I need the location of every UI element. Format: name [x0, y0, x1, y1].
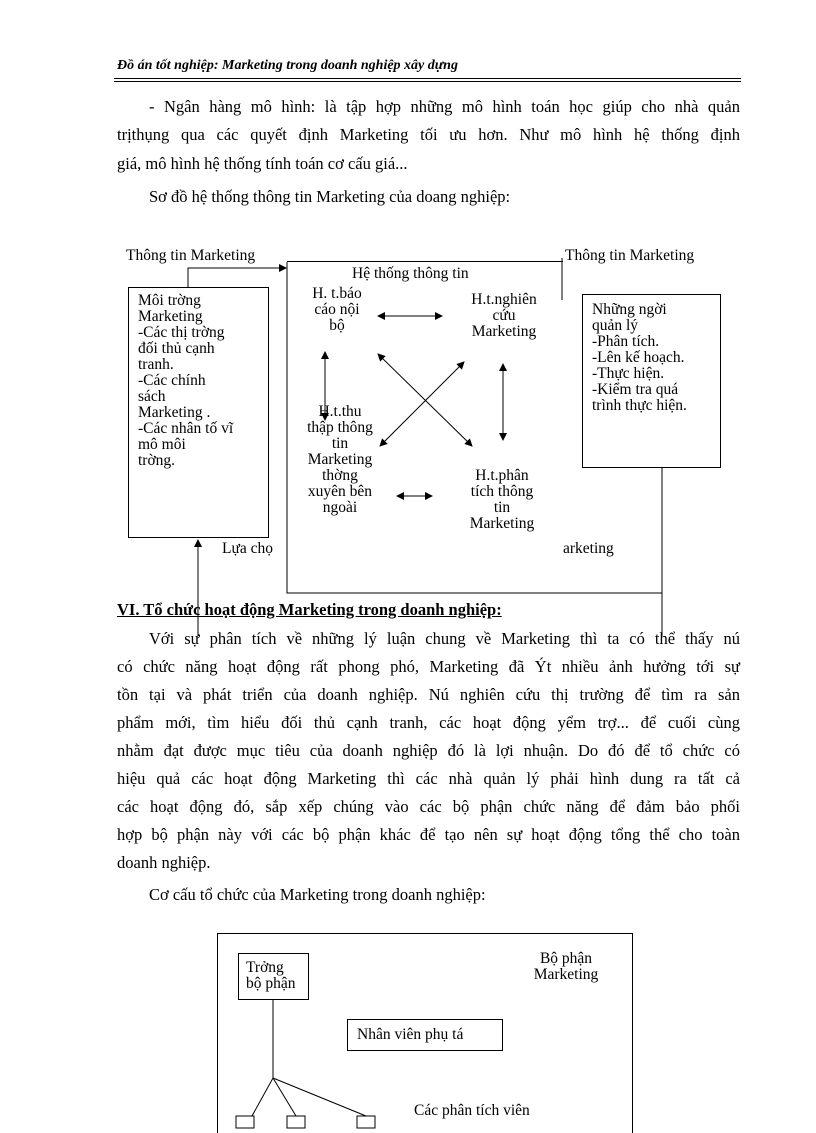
node-marketing-research: H.t.nghiên cứu Marketing [471, 291, 537, 340]
body-line-7: các hoạt động đó, sắp xếp chúng vào các bộ phận chức năng để đảm bảo phối [117, 797, 740, 816]
intro-line-1: - Ngân hàng mô hình: là tập hợp những mô hình toán học giúp cho nhà quản [149, 97, 740, 116]
body-line-4: phẩm mới, tìm hiểu đối thủ cạnh tranh, các hoạt động yểm trợ... để cuối cùng [117, 713, 740, 732]
bottom-right-label: arketing [563, 540, 614, 557]
org-caption: Cơ cấu tổ chức của Marketing trong doanh nghiệp: [149, 885, 486, 904]
analysts-label: Các phân tích viên [414, 1102, 530, 1119]
diagram1-caption: Sơ đồ hệ thống thông tin Marketing của doang nghiệp: [149, 187, 511, 206]
head-box-text: Trởng bộ phận [246, 959, 296, 992]
department-label: Bộ phận Marketing [533, 950, 599, 983]
body-line-1: Với sự phân tích về những lý luận chung về Marketing thì ta có thể thấy nú [149, 629, 740, 648]
top-right-label: Thông tin Marketing [565, 247, 695, 264]
section-heading: VI. Tổ chức hoạt động Marketing trong doanh nghiệp: [117, 600, 502, 619]
intro-line-2: trịthụng qua các quyết định Marketing tối ưu hơn. Như mô hình hệ thống định [117, 125, 740, 144]
body-line-5: nhằm đạt được mục tiêu của doanh nghiệp đó là lợi nhuận. Do đó để tổ chức có [117, 741, 740, 760]
node-marketing-intelligence: H.t.thu thập thông tin Marketing thờng xuyên bên ngoài [307, 403, 373, 516]
node-internal-reports: H. t.báo cáo nội bộ [312, 285, 362, 334]
body-line-6: hiệu quả các hoạt động Marketing thì các nhà quản lý phải hình dung ra tất cả [117, 769, 740, 788]
node-marketing-analysis: H.t.phân tích thông tin Marketing [469, 467, 535, 532]
body-line-3: tồn tại và phát triển của doanh nghiệp. Nú nghiên cứu thị trường để tìm ra sản [117, 685, 740, 704]
top-left-label: Thông tin Marketing [126, 247, 256, 264]
assistant-label: Nhân viên phụ tá [357, 1026, 464, 1043]
intro-line-3: giá, mô hình hệ thống tính toán cơ cấu giá... [117, 154, 408, 173]
body-line-2: có chức năng hoạt động rất phong phó, Marketing đã Ýt nhiều ảnh hưởng tới sự [117, 657, 740, 676]
environment-box-text: Môi trờng Marketing -Các thị trờng đối thủ cạnh tranh. -Các chính sách Marketing . -Các nhân tố vĩ mô môi trờng. [138, 292, 234, 469]
bottom-left-label: Lựa chọ [222, 540, 274, 557]
page-header-title: Đồ án tốt nghiệp: Marketing trong doanh nghiệp xây dựng [117, 58, 458, 73]
managers-box-text: Những ngời quản lý -Phân tích. -Lên kế hoạch. -Thực hiện. -Kiểm tra quá trình thực hiện. [592, 301, 687, 414]
body-line-9: doanh nghiệp. [117, 853, 211, 872]
center-title: Hệ thống thông tin [352, 265, 469, 282]
body-line-8: hợp bộ phận này với các bộ phận khác để tạo nên sự hoạt động tổng thể cho toàn [117, 825, 740, 844]
